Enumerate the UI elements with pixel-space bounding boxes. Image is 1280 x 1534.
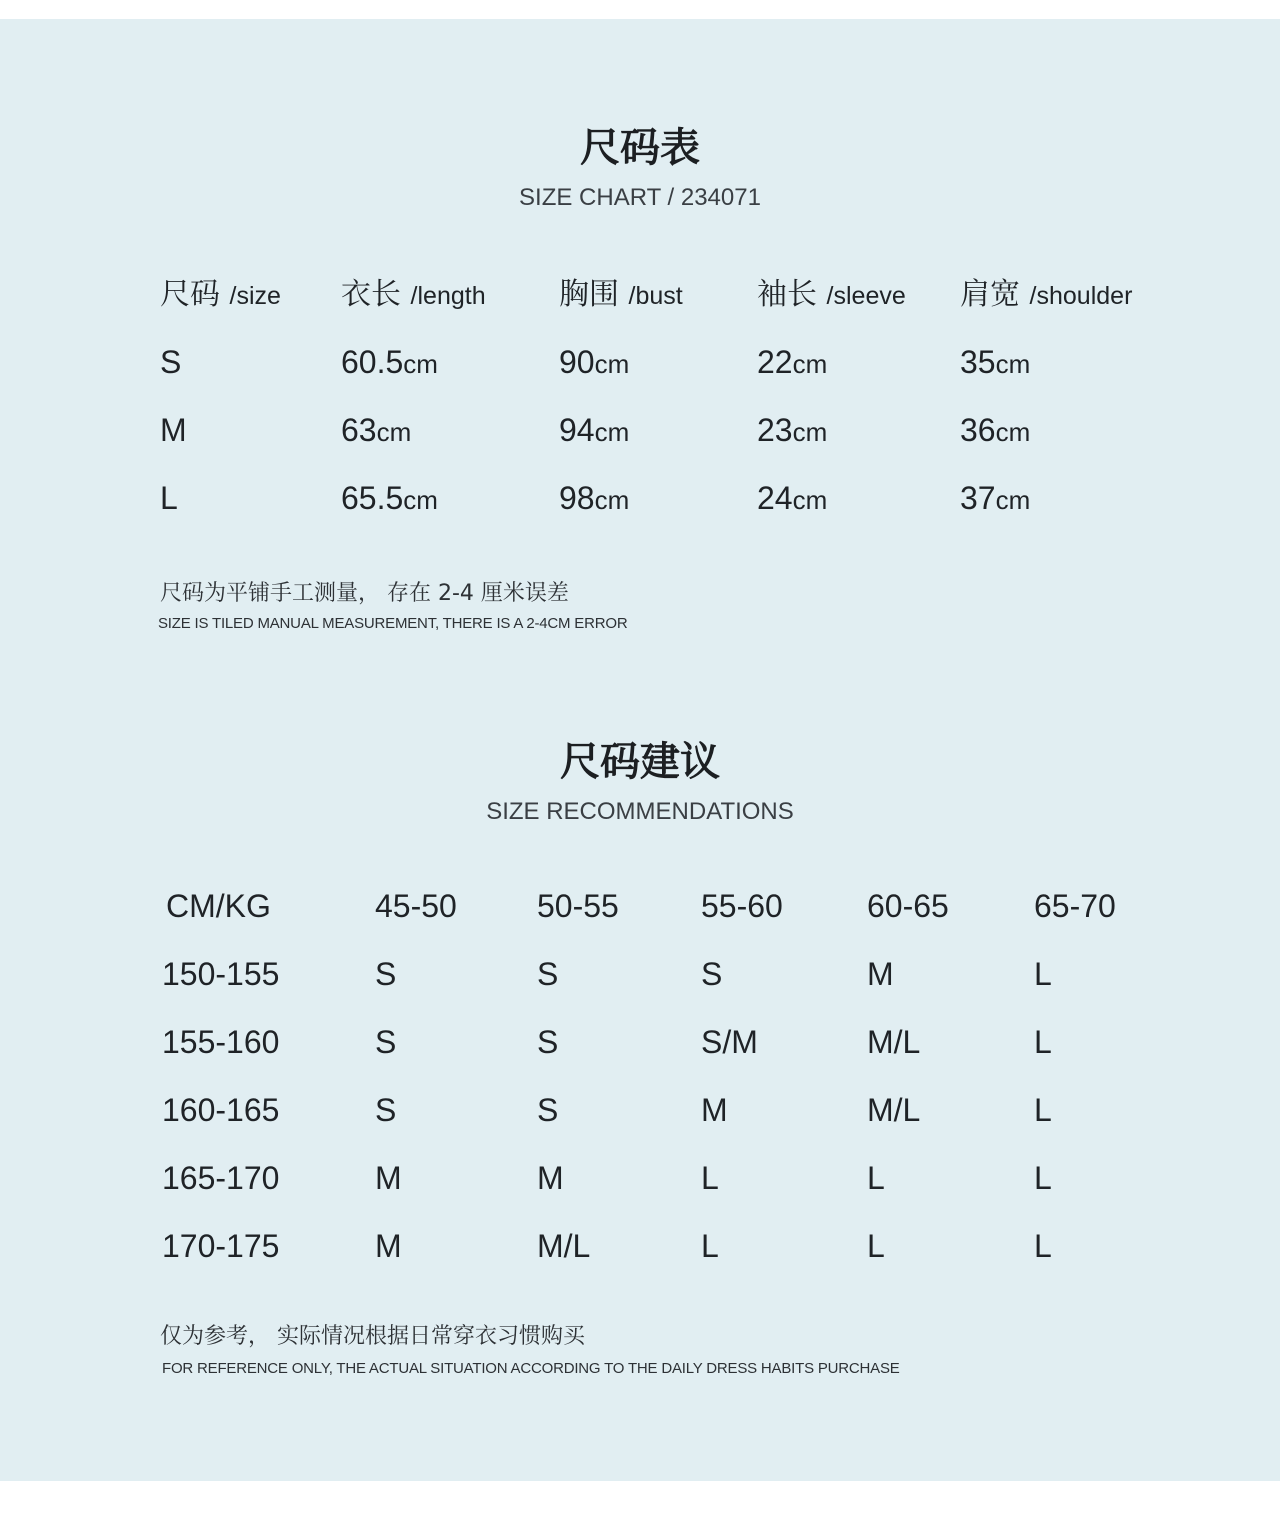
sleeve-cell <box>757 410 827 452</box>
sleeve-cell <box>757 478 827 520</box>
length-value: 60.5 <box>341 344 404 380</box>
corner-label: CM/KG <box>166 888 271 924</box>
weight-header: 50-55 <box>537 888 619 924</box>
bust-value: 94 <box>559 412 595 448</box>
size-cell: M <box>160 412 187 448</box>
bust-cell <box>559 410 629 452</box>
recommended-size: L <box>867 1228 885 1264</box>
length-cell <box>341 410 411 452</box>
shoulder-value: 36 <box>960 412 996 448</box>
header-length-cn: 衣长 <box>341 277 401 312</box>
recommended-size: S <box>375 956 397 992</box>
length-value: 63 <box>341 412 377 448</box>
recommended-size: S <box>537 1024 559 1060</box>
height-label: 150-155 <box>162 956 280 992</box>
weight-header: 65-70 <box>1034 888 1116 924</box>
recommended-size: M <box>867 956 894 992</box>
recommended-size: L <box>1034 1228 1052 1264</box>
header-shoulder-en: /shoulder <box>1029 282 1133 310</box>
sleeve-value: 24 <box>757 480 793 516</box>
header-sleeve <box>757 275 906 316</box>
recommended-size: S <box>701 956 723 992</box>
shoulder-cell <box>960 478 1030 520</box>
recommended-size: M <box>537 1160 564 1196</box>
unit-label: cm <box>995 349 1031 379</box>
recommendations-subtitle: SIZE RECOMMENDATIONS <box>486 798 794 825</box>
bust-value: 90 <box>559 344 595 380</box>
sleeve-value: 22 <box>757 344 793 380</box>
recommended-size: M <box>701 1092 728 1128</box>
unit-label: cm <box>792 485 828 515</box>
size-chart-note-en: SIZE IS TILED MANUAL MEASUREMENT, THERE IS A 2-4CM ERROR <box>158 615 628 632</box>
recommended-size: L <box>1034 1092 1052 1128</box>
sleeve-cell <box>757 342 827 384</box>
recommendations-note-en: FOR REFERENCE ONLY, THE ACTUAL SITUATION ACCORDING TO THE DAILY DRESS HABITS PURCHASE <box>162 1360 900 1377</box>
unit-label: cm <box>403 349 438 379</box>
size-chart-note-cn: 尺码为平铺手工测量， 存在 2-4 厘米误差 <box>160 581 569 606</box>
header-bust <box>559 275 683 316</box>
recommended-size: S/M <box>701 1024 758 1060</box>
header-size-en: /size <box>229 282 281 310</box>
recommended-size: M/L <box>537 1228 591 1264</box>
recommended-size: L <box>701 1160 719 1196</box>
height-label: 165-170 <box>162 1160 280 1196</box>
sleeve-value: 23 <box>757 412 793 448</box>
length-cell <box>341 478 438 520</box>
weight-header: 55-60 <box>701 888 783 924</box>
recommended-size: S <box>375 1092 397 1128</box>
shoulder-cell <box>960 342 1030 384</box>
shoulder-value: 37 <box>960 480 996 516</box>
header-size <box>160 275 281 316</box>
size-chart-subtitle: SIZE CHART / 234071 <box>519 184 761 211</box>
unit-label: cm <box>594 349 630 379</box>
unit-label: cm <box>376 417 412 447</box>
unit-label: cm <box>792 417 828 447</box>
header-length <box>341 275 486 316</box>
recommendations-title: 尺码建议 <box>560 739 720 785</box>
unit-label: cm <box>792 349 828 379</box>
length-value: 65.5 <box>341 480 404 516</box>
recommended-size: L <box>867 1160 885 1196</box>
recommended-size: S <box>375 1024 397 1060</box>
unit-label: cm <box>995 485 1031 515</box>
recommendations-note-cn: 仅为参考， 实际情况根据日常穿衣习惯购买 <box>160 1324 585 1349</box>
unit-label: cm <box>594 485 630 515</box>
recommended-size: M/L <box>867 1024 921 1060</box>
header-length-en: /length <box>410 282 486 310</box>
unit-label: cm <box>403 485 438 515</box>
size-cell: L <box>160 480 178 516</box>
header-bust-cn: 胸围 <box>559 277 619 312</box>
height-label: 170-175 <box>162 1228 280 1264</box>
header-shoulder <box>960 275 1132 316</box>
unit-label: cm <box>594 417 630 447</box>
recommended-size: L <box>1034 956 1052 992</box>
header-shoulder-cn: 肩宽 <box>960 277 1020 312</box>
recommended-size: L <box>1034 1024 1052 1060</box>
height-label: 160-165 <box>162 1092 280 1128</box>
weight-header: 60-65 <box>867 888 949 924</box>
recommended-size: L <box>1034 1160 1052 1196</box>
shoulder-value: 35 <box>960 344 996 380</box>
length-cell <box>341 342 438 384</box>
header-size-cn: 尺码 <box>160 277 220 312</box>
header-sleeve-en: /sleeve <box>826 282 906 310</box>
header-bust-en: /bust <box>628 282 683 310</box>
recommended-size: M/L <box>867 1092 921 1128</box>
header-sleeve-cn: 袖长 <box>757 277 817 312</box>
recommended-size: M <box>375 1160 402 1196</box>
size-cell: S <box>160 344 182 380</box>
recommended-size: S <box>537 1092 559 1128</box>
bust-cell <box>559 478 629 520</box>
shoulder-cell <box>960 410 1030 452</box>
unit-label: cm <box>995 417 1031 447</box>
recommended-size: L <box>701 1228 719 1264</box>
bust-cell <box>559 342 629 384</box>
size-chart-title: 尺码表 <box>580 125 700 171</box>
height-label: 155-160 <box>162 1024 280 1060</box>
weight-header: 45-50 <box>375 888 457 924</box>
bust-value: 98 <box>559 480 595 516</box>
recommended-size: M <box>375 1228 402 1264</box>
recommended-size: S <box>537 956 559 992</box>
